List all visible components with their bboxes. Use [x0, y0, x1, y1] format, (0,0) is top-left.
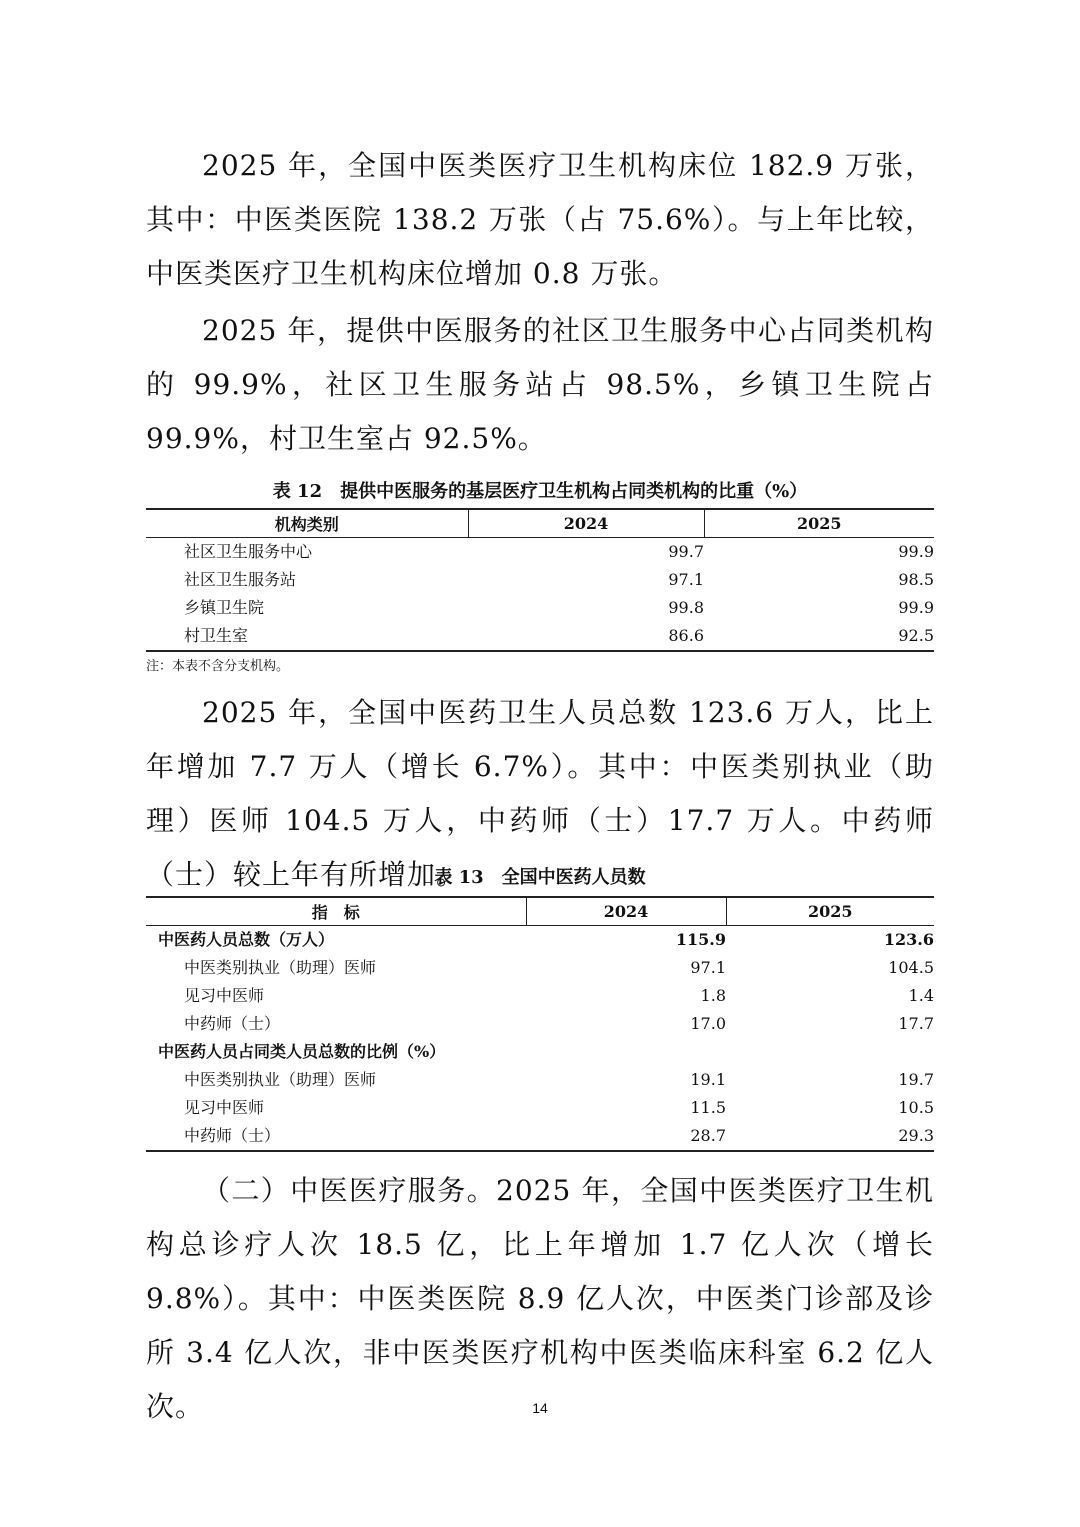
column-header-category: 机构类别 [146, 509, 468, 538]
row-label: 中药师（士） [146, 1122, 526, 1151]
cell-2024 [526, 1038, 726, 1066]
table-row [146, 1094, 934, 1122]
table-row [146, 954, 934, 982]
row-label: 见习中医师 [184, 986, 265, 1005]
cell-2025: 99.9 [898, 542, 934, 561]
column-header-2025: 2025 [726, 897, 934, 926]
cell-2025: 10.5 [898, 1098, 934, 1117]
row-label: 乡镇卫生院 [184, 598, 265, 617]
row-label: 中医类别执业（助理）医师 [184, 1070, 377, 1089]
cell-2024: 28.7 [526, 1122, 726, 1151]
column-header-indicator: 指 标 [146, 897, 526, 926]
page-number: 14 [532, 1400, 548, 1416]
cell-2024: 19.1 [690, 1070, 726, 1089]
row-label: 中医药人员总数（万人） [158, 930, 335, 949]
cell-2024: 97.1 [690, 958, 726, 977]
table-row [146, 1066, 934, 1094]
cell-2025 [726, 1038, 934, 1066]
cell-2025: 104.5 [888, 958, 934, 977]
row-label: 中药师（士） [184, 1014, 281, 1033]
table-row [146, 982, 934, 1010]
cell-2025: 17.7 [898, 1014, 934, 1033]
table-13-caption: 表 13 全国中医药人员数 [434, 867, 646, 888]
column-header-2024: 2024 [468, 509, 704, 538]
row-label: 见习中医师 [184, 1098, 265, 1117]
cell-2025: 99.9 [898, 598, 934, 617]
column-header-2024: 2024 [526, 897, 726, 926]
paragraph-grassroots-share: 2025 年，提供中医服务的社区卫生服务中心占同类机构的 99.9%，社区卫生服务站占 98.5%，乡镇卫生院占 99.9%，村卫生室占 92.5%。 [146, 314, 934, 455]
cell-2025: 29.3 [726, 1122, 934, 1151]
table-header-row [146, 509, 934, 538]
cell-2025: 19.7 [898, 1070, 934, 1089]
cell-2024: 11.5 [690, 1098, 726, 1117]
cell-2024: 1.8 [700, 986, 726, 1005]
table-13 [146, 896, 934, 1152]
table-row-group [146, 1038, 934, 1066]
paragraph-beds: 2025 年，全国中医类医疗卫生机构床位 182.9 万张，其中：中医类医院 138.2 万张（占 75.6%）。与上年比较，中医类医疗卫生机构床位增加 0.8 万张。 [146, 149, 934, 290]
column-header-2025: 2025 [704, 509, 934, 538]
table-row [146, 622, 934, 651]
paragraph-tcm-services: （二）中医医疗服务。2025 年，全国中医类医疗卫生机构总诊疗人次 18.5 亿，比上年增加 1.7 亿人次（增长 9.8%）。其中：中医类医院 8.9 亿人次，中医类门诊部及诊所 3.4 亿人次，非中医类医疗机构中医类临床科室 6.2 亿人次。 [146, 1174, 934, 1423]
table-12 [146, 508, 934, 652]
table-header-row [146, 897, 934, 926]
cell-2024: 97.1 [668, 570, 704, 589]
table-12-note: 注：本表不含分支机构。 [146, 659, 290, 674]
row-label: 社区卫生服务中心 [184, 542, 313, 561]
table-row-group [146, 926, 934, 955]
table-12-caption: 表 12 提供中医服务的基层医疗卫生机构占同类机构的比重（%） [272, 481, 808, 502]
cell-2025: 1.4 [908, 986, 934, 1005]
cell-2024: 17.0 [690, 1014, 726, 1033]
row-label: 中医类别执业（助理）医师 [184, 958, 377, 977]
cell-2025: 98.5 [898, 570, 934, 589]
table-row [146, 566, 934, 594]
table-row [146, 538, 934, 567]
table-row [146, 1010, 934, 1038]
paragraph-personnel: 2025 年，全国中医药卫生人员总数 123.6 万人，比上年增加 7.7 万人（增长 6.7%）。其中：中医类别执业（助理）医师 104.5 万人，中药师（士）17.7 万人。中药师（士）较上年有所增加。 [146, 696, 934, 891]
row-label: 社区卫生服务站 [184, 570, 297, 589]
row-label: 村卫生室 [146, 622, 468, 651]
cell-2024: 99.7 [668, 542, 704, 561]
cell-2024: 99.8 [668, 598, 704, 617]
table-row [146, 1122, 934, 1151]
table-row [146, 594, 934, 622]
row-label: 中医药人员占同类人员总数的比例（%） [158, 1042, 446, 1061]
cell-2024: 115.9 [675, 930, 726, 949]
cell-2025: 92.5 [704, 622, 934, 651]
cell-2025: 123.6 [883, 930, 934, 949]
cell-2024: 86.6 [468, 622, 704, 651]
